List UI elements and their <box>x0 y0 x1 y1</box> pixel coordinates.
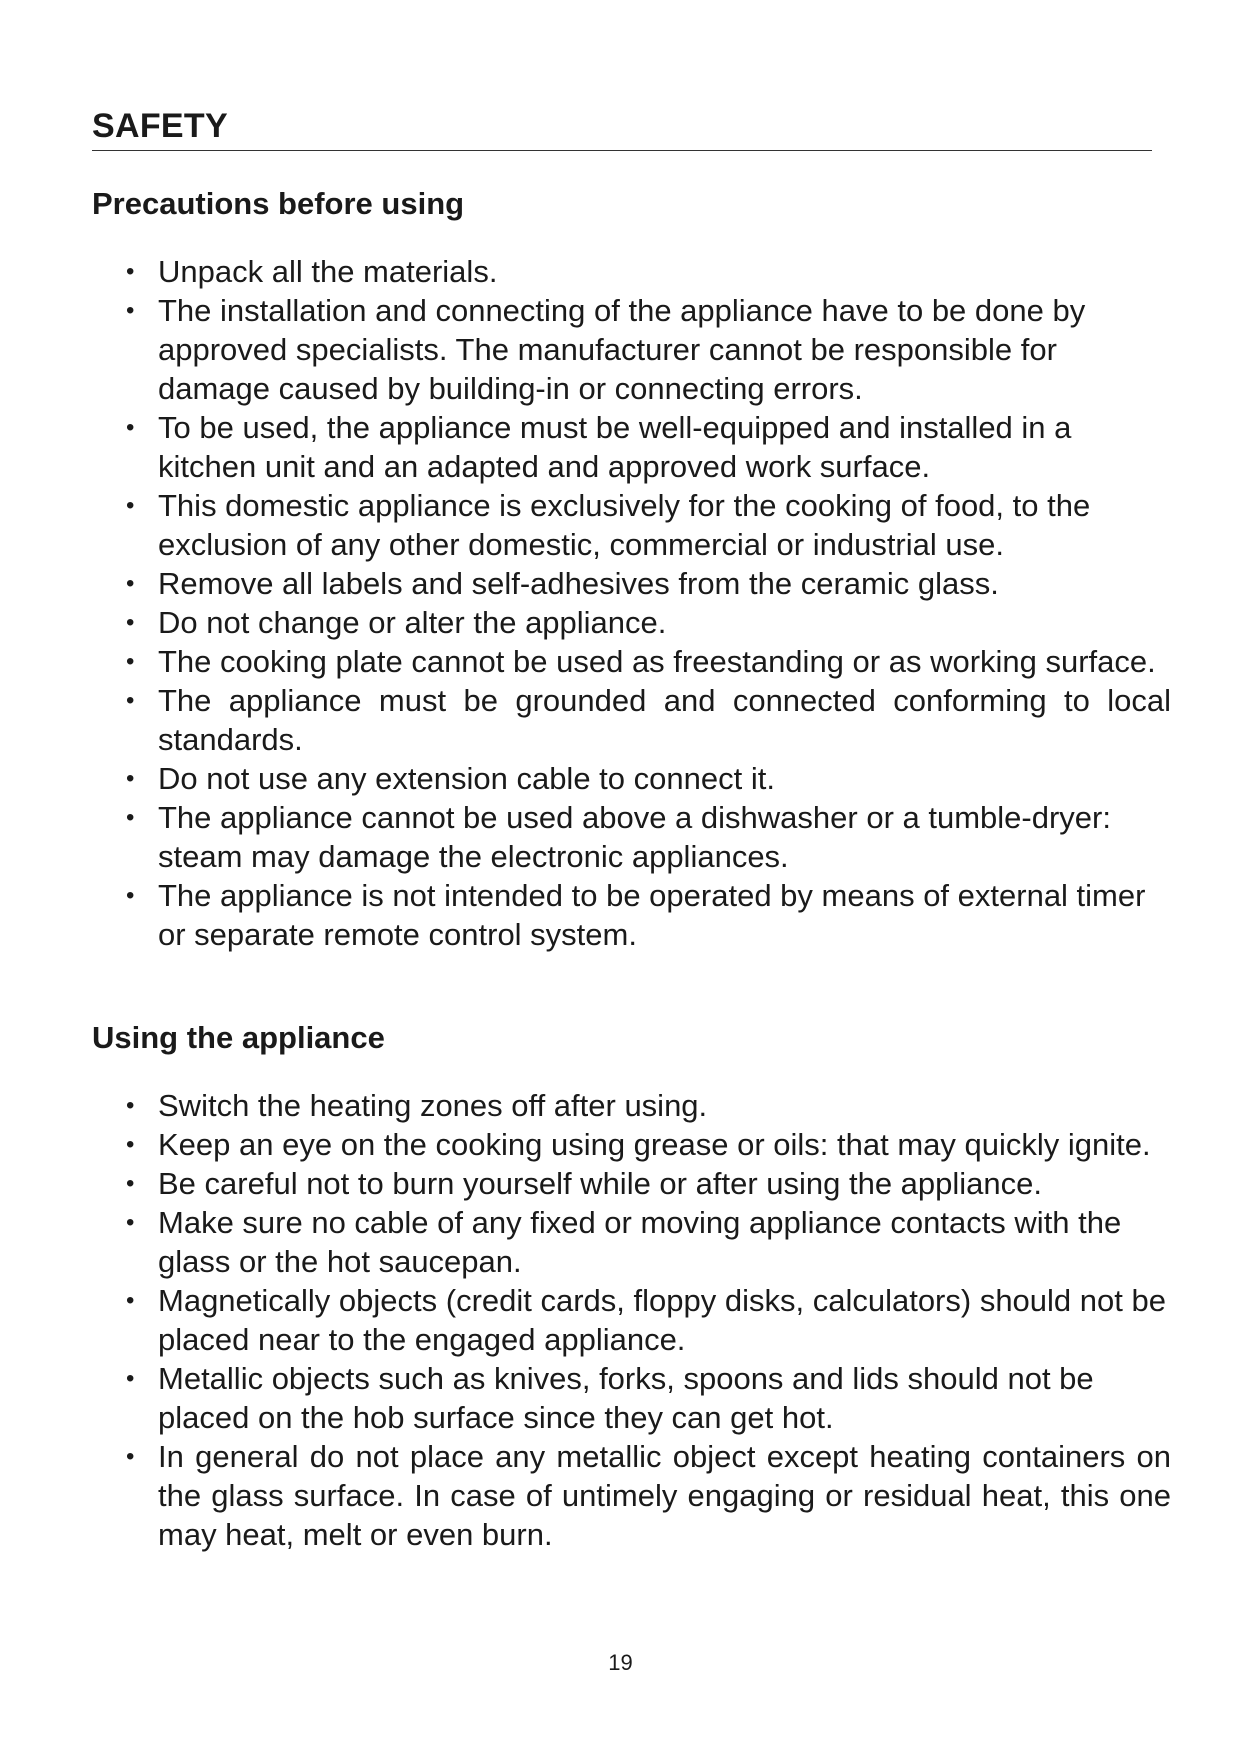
list-item <box>0 798 1241 876</box>
list-item-text: Remove all labels and self-adhesives from the ceramic glass. <box>158 566 999 601</box>
bullet-icon: • <box>126 1287 135 1314</box>
list-item <box>0 252 1241 291</box>
bullet-icon: • <box>126 492 135 519</box>
bullet-icon: • <box>126 804 135 831</box>
list-item <box>0 1125 1241 1164</box>
list-item <box>0 681 1241 759</box>
page-number: 19 <box>608 1650 633 1675</box>
list-item-text: Metallic objects such as knives, forks, spoons and lids should not be placed on the hob surface since they can get hot. <box>158 1361 1094 1435</box>
bullet-icon: • <box>126 1443 135 1470</box>
bullet-icon: • <box>126 1170 135 1197</box>
precautions-list <box>0 252 1241 954</box>
bullet-icon: • <box>126 1131 135 1158</box>
bullet-icon: • <box>126 258 135 285</box>
list-item-text: The installation and connecting of the appliance have to be done by approved specialists. The manufacturer cannot be responsible for damage caused by building-in or connecting errors. <box>158 293 1086 406</box>
list-item <box>0 1086 1241 1125</box>
bullet-icon: • <box>126 414 135 441</box>
list-item-text: In general do not place any metallic object except heating containers on the glass surface. In case of untimely engaging or residual heat, this one may heat, melt or even burn. <box>158 1439 1171 1552</box>
list-item <box>0 564 1241 603</box>
using-heading: Using the appliance <box>92 1020 385 1055</box>
list-item <box>0 1359 1241 1437</box>
list-item-text: Make sure no cable of any fixed or moving appliance contacts with the glass or the hot saucepan. <box>158 1205 1122 1279</box>
list-item-text: The appliance cannot be used above a dishwasher or a tumble-dryer: steam may damage the electronic appliances. <box>158 800 1111 874</box>
list-item <box>0 1437 1241 1554</box>
list-item-text: Unpack all the materials. <box>158 254 498 289</box>
list-item <box>0 486 1241 564</box>
list-item-text: Keep an eye on the cooking using grease or oils: that may quickly ignite. <box>158 1127 1151 1162</box>
list-item-text: This domestic appliance is exclusively for the cooking of food, to the exclusion of any other domestic, commercial or industrial use. <box>158 488 1091 562</box>
bullet-icon: • <box>126 570 135 597</box>
list-item <box>0 1203 1241 1281</box>
bullet-icon: • <box>126 648 135 675</box>
list-item <box>0 876 1241 954</box>
list-item <box>0 603 1241 642</box>
bullet-icon: • <box>126 1092 135 1119</box>
list-item <box>0 1164 1241 1203</box>
bullet-icon: • <box>126 609 135 636</box>
list-item <box>0 291 1241 408</box>
list-item-text: To be used, the appliance must be well-equipped and installed in a kitchen unit and an adapted and approved work surface. <box>158 410 1072 484</box>
list-item-text: The appliance must be grounded and connected conforming to local standards. <box>158 683 1171 757</box>
list-item-text: The appliance is not intended to be operated by means of external timer or separate remote control system. <box>158 878 1146 952</box>
title-divider <box>92 150 1152 151</box>
list-item <box>0 1281 1241 1359</box>
list-item-text: Be careful not to burn yourself while or after using the appliance. <box>158 1166 1043 1201</box>
list-item <box>0 642 1241 681</box>
bullet-icon: • <box>126 687 135 714</box>
bullet-icon: • <box>126 1365 135 1392</box>
list-item-text: Do not use any extension cable to connect it. <box>158 761 775 796</box>
bullet-icon: • <box>126 1209 135 1236</box>
page-title: SAFETY <box>92 107 228 145</box>
precautions-heading: Precautions before using <box>92 186 465 221</box>
list-item <box>0 408 1241 486</box>
list-item <box>0 759 1241 798</box>
list-item-text: Magnetically objects (credit cards, floppy disks, calculators) should not be placed near to the engaged appliance. <box>158 1283 1166 1357</box>
bullet-icon: • <box>126 297 135 324</box>
using-list <box>0 1086 1241 1554</box>
list-item-text: Switch the heating zones off after using. <box>158 1088 708 1123</box>
bullet-icon: • <box>126 882 135 909</box>
bullet-icon: • <box>126 765 135 792</box>
list-item-text: Do not change or alter the appliance. <box>158 605 667 640</box>
list-item-text: The cooking plate cannot be used as freestanding or as working surface. <box>158 644 1156 679</box>
